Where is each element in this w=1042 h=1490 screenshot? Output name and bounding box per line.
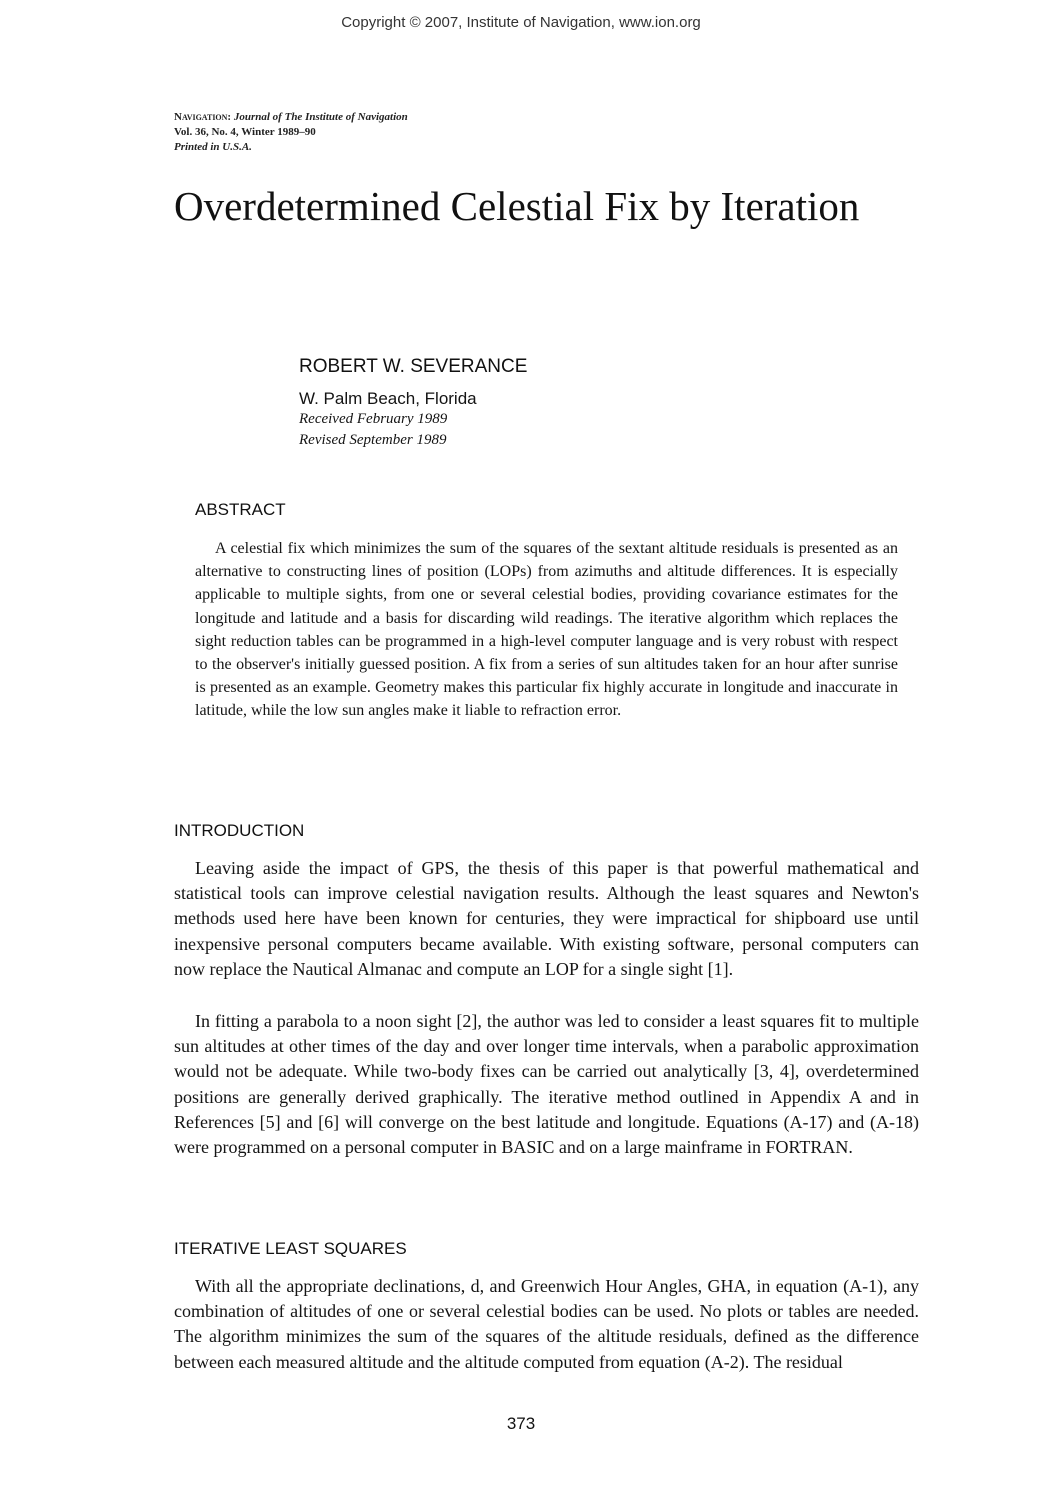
iterative-least-squares-heading: ITERATIVE LEAST SQUARES — [174, 1239, 407, 1258]
page-number: 373 — [506, 1414, 536, 1433]
paper-title: Overdetermined Celestial Fix by Iteration — [174, 183, 860, 229]
received-date: Received February 1989 — [299, 411, 448, 427]
author-block — [299, 355, 899, 451]
author-name: ROBERT W. SEVERANCE — [299, 356, 528, 377]
journal-printed: Printed in U.S.A. — [174, 141, 252, 153]
journal-volume: Vol. 36, No. 4, Winter 1989–90 — [174, 126, 316, 138]
journal-info — [174, 110, 408, 155]
abstract-heading: ABSTRACT — [195, 500, 286, 519]
introduction-paragraph-1: Leaving aside the impact of GPS, the thesis of this paper is that powerful mathematical and statistical tools can improve celestial navigation results. Although the least squares and Newton's methods used here have been known for centuries, they were impractical for shipboard use until inexpensive personal computers became available. With existing software, personal computers can now replace the Nautical Almanac and compute an LOP for a single sight [1]. — [174, 858, 919, 979]
introduction-paragraph-2: In fitting a parabola to a noon sight [2], the author was led to consider a least squares fit to multiple sun altitudes at other times of the day and over longer time intervals, when a parabolic approximation would not be adequate. While two-body fixes can be carried out analytically [3, 4], overdetermined positions are generally derived graphically. The iterative method outlined in Appendix A and in References [5] and [6] will converge on the best latitude and longitude. Equations (A-17) and (A-18) were programmed on a personal computer in BASIC and on a large mainframe in FORTRAN. — [174, 1011, 919, 1158]
journal-name-prefix: Navigation: — [174, 111, 232, 123]
introduction-heading: INTRODUCTION — [174, 821, 305, 840]
journal-name: Journal of The Institute of Navigation — [233, 111, 408, 123]
journal-name-line — [174, 110, 408, 125]
copyright-notice: Copyright © 2007, Institute of Navigation, www.ion.org — [341, 14, 701, 31]
iterative-paragraph-1: With all the appropriate declinations, d, and Greenwich Hour Angles, GHA, in equation (A-1), any combination of altitudes of one or several celestial bodies can be used. No plots or tables are needed. The algorithm minimizes the sum of the squares of the altitude residuals, defined as the difference between each measured altitude and the altitude computed from equation (A-2). The residual — [174, 1276, 919, 1372]
abstract-text: A celestial fix which minimizes the sum of the squares of the sextant altitude residuals is presented as an alternative to constructing lines of position (LOPs) from azimuths and altitude differences. It is especially applicable to multiple sights, from one or several celestial bodies, providing covariance estimates for the longitude and latitude and a basis for discarding wild readings. The iterative algorithm which replaces the sight reduction tables can be programmed in a high-level computer language and is very robust with respect to the observer's initially guessed position. A fix from a series of sun altitudes taken for an hour after sunrise is presented as an example. Geometry makes this particular fix highly accurate in longitude and inaccurate in latitude, while the low sun angles make it liable to refraction error. — [195, 540, 898, 720]
author-affiliation: W. Palm Beach, Florida — [299, 389, 477, 408]
revised-date: Revised September 1989 — [299, 432, 447, 448]
